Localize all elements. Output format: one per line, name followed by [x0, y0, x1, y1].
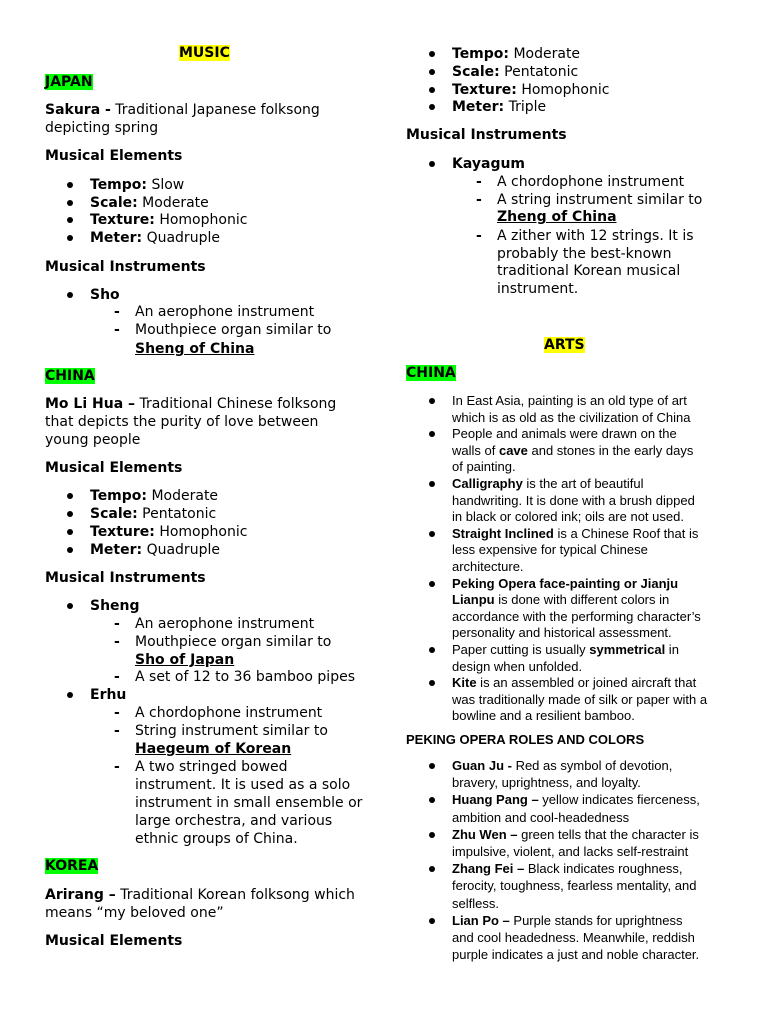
arts-item-text: was traditionally made of silk or paper with a — [452, 691, 708, 707]
arts-item-text: personality and historical assessment. — [452, 625, 672, 641]
opera-role-line — [452, 896, 499, 913]
bullet-icon — [429, 680, 435, 686]
bullet-icon — [429, 866, 435, 872]
china-elements-heading: Musical Elements — [45, 460, 183, 476]
bullet-icon — [67, 692, 73, 698]
dash-icon: - — [114, 723, 120, 739]
erhu-point-cont: ethnic groups of China. — [135, 831, 298, 847]
japan-element-texture: Texture: Homophonic — [90, 212, 248, 228]
opera-role-text: ferocity, toughness, fearless mentality, and — [452, 878, 697, 894]
arts-item-text: Paper cutting is usually — [452, 642, 590, 657]
china-instruments-heading: Musical Instruments — [45, 570, 206, 586]
instrument-erhu: Erhu — [90, 687, 127, 703]
bullet-icon — [429, 481, 435, 487]
arts-item-text: in black or colored ink; oils are not used. — [452, 509, 684, 525]
bullet-icon — [429, 87, 435, 93]
erhu-point-cont: instrument in small ensemble or — [135, 795, 363, 811]
china-element-texture: Texture: Homophonic — [90, 524, 248, 540]
opera-role-line — [452, 930, 695, 947]
bullet-icon — [429, 581, 435, 587]
arts-item-text: symmetrical — [589, 642, 666, 657]
kayagum-point: A chordophone instrument — [497, 174, 685, 190]
dash-icon: - — [476, 174, 482, 190]
kayagum-point: A zither with 12 strings. It is — [497, 228, 694, 244]
japan-element-scale: Scale: Moderate — [90, 195, 209, 211]
arts-item-line — [452, 609, 701, 626]
bullet-icon — [67, 547, 73, 553]
bullet-icon — [67, 217, 73, 223]
korea-heading: KOREA — [45, 858, 99, 874]
bullet-icon — [67, 182, 73, 188]
opera-role-line — [452, 947, 699, 964]
bullet-icon — [67, 529, 73, 535]
kayagum-point-cont: probably the best-known — [497, 246, 672, 262]
japan-element-meter: Meter: Quadruple — [90, 230, 220, 246]
sheng-point: An aerophone instrument — [135, 616, 315, 632]
bullet-icon — [67, 292, 73, 298]
arts-item-text: Kite — [452, 675, 477, 691]
bullet-icon — [67, 200, 73, 206]
opera-role-text: green tells that the character is — [517, 826, 699, 842]
sho-point: An aerophone instrument — [135, 304, 315, 320]
opera-role-text: and cool headedness. Meanwhile, reddish — [452, 930, 695, 945]
arts-china-heading: CHINA — [406, 365, 456, 381]
instrument-sho: Sho — [90, 287, 120, 303]
kayagum-similar-instrument: Zheng of China — [497, 209, 617, 225]
arts-item-line — [452, 576, 678, 593]
arts-item-text: is done with different colors in — [494, 592, 670, 608]
bullet-icon — [429, 797, 435, 803]
opera-role-text: Purple stands for uprightness — [509, 912, 683, 928]
dash-icon: - — [476, 192, 482, 208]
china-song-line-3: young people — [45, 432, 141, 448]
arts-item-line — [452, 443, 693, 460]
arts-item-text: less expensive for typical Chinese — [452, 542, 648, 558]
opera-role-text: Lian Po – — [452, 912, 510, 928]
arts-item-text: People and animals were drawn on the — [452, 426, 677, 442]
dash-icon: - — [114, 634, 120, 650]
dash-icon: - — [114, 705, 120, 721]
erhu-point: A two stringed bowed — [135, 759, 288, 775]
korea-instruments-heading: Musical Instruments — [406, 127, 567, 143]
sheng-point: A set of 12 to 36 bamboo pipes — [135, 669, 355, 685]
china-element-tempo: Tempo: Moderate — [90, 488, 219, 504]
arts-item-text: is a Chinese Roof that is — [553, 525, 699, 541]
arts-item-text: Peking Opera face-painting or Jianju — [452, 575, 679, 591]
arts-title: ARTS — [544, 337, 585, 353]
opera-role-text: purple indicates a just and noble character. — [452, 947, 700, 963]
korea-song-line-1: Arirang – Traditional Korean folksong which — [45, 887, 355, 903]
dash-icon: - — [114, 669, 120, 685]
opera-role-text: bravery, uprightness, and loyalty. — [452, 775, 641, 791]
opera-role-line — [452, 792, 700, 809]
arts-item-text: is an assembled or joined aircraft that — [476, 675, 697, 691]
arts-item-line — [452, 493, 695, 510]
sho-point: Mouthpiece organ similar to — [135, 322, 332, 338]
bullet-icon — [429, 832, 435, 838]
bullet-icon — [429, 531, 435, 537]
bullet-icon — [429, 763, 435, 769]
arts-item-text: walls of — [452, 442, 499, 458]
kayagum-point: A string instrument similar to — [497, 192, 703, 208]
arts-item-line — [452, 559, 524, 576]
arts-item-line — [452, 476, 643, 493]
japan-element-tempo: Tempo: Slow — [90, 177, 185, 193]
opera-role-text: Guan Ju - — [452, 758, 512, 773]
arts-item-line — [452, 625, 672, 642]
korea-element-scale: Scale: Pentatonic — [452, 64, 579, 80]
dash-icon: - — [114, 322, 120, 338]
opera-role-line — [452, 861, 683, 878]
bullet-icon — [429, 647, 435, 653]
opera-role-text: Black indicates roughness, — [524, 861, 683, 877]
arts-item-text: of painting. — [452, 459, 516, 475]
dash-icon: - — [476, 228, 482, 244]
dash-icon: - — [114, 304, 120, 320]
opera-role-line — [452, 878, 696, 895]
arts-item-text: handwriting. It is done with a brush dipped — [452, 492, 695, 508]
arts-item-text: Calligraphy — [452, 476, 523, 491]
instrument-kayagum: Kayagum — [452, 156, 526, 172]
bullet-icon — [67, 493, 73, 499]
instrument-sheng: Sheng — [90, 598, 140, 614]
bullet-icon — [429, 104, 435, 110]
arts-item-text: In East Asia, painting is an old type of art — [452, 393, 687, 408]
arts-item-line — [452, 708, 635, 725]
arts-item-line — [452, 509, 684, 526]
arts-item-line — [452, 659, 582, 676]
bullet-icon — [67, 235, 73, 241]
japan-instruments-heading: Musical Instruments — [45, 259, 206, 275]
kayagum-point-cont: instrument. — [497, 281, 579, 297]
opera-role-line — [452, 758, 672, 775]
china-element-meter: Meter: Quadruple — [90, 542, 220, 558]
korea-song-line-2: means “my beloved one” — [45, 905, 224, 921]
arts-item-text: Straight Inclined — [452, 525, 554, 541]
opera-role-line — [452, 827, 699, 844]
opera-role-text: ambition and cool-headedness — [452, 809, 630, 825]
bullet-icon — [429, 431, 435, 437]
japan-elements-heading: Musical Elements — [45, 148, 183, 164]
kayagum-point-cont: traditional Korean musical — [497, 263, 681, 279]
arts-item-line — [452, 642, 679, 659]
arts-item-text: which is as old as the civilization of China — [452, 409, 691, 425]
korea-element-meter: Meter: Triple — [452, 99, 547, 115]
japan-song-line-1: Sakura - Traditional Japanese folksong — [45, 102, 320, 118]
japan-song-line-2: depicting spring — [45, 120, 159, 136]
arts-item-line — [452, 542, 648, 559]
erhu-point-cont: large orchestra, and various — [135, 813, 333, 829]
arts-item-line — [452, 692, 707, 709]
bullet-icon — [429, 69, 435, 75]
bullet-icon — [429, 398, 435, 404]
arts-item-line — [452, 459, 516, 476]
arts-item-text: is the art of beautiful — [522, 476, 644, 491]
opera-role-text: selfless. — [452, 895, 499, 911]
arts-item-text: bowline and a resilient bamboo. — [452, 708, 635, 724]
music-title: MUSIC — [179, 45, 230, 61]
arts-item-text: Lianpu — [452, 592, 495, 608]
bullet-icon — [67, 511, 73, 517]
arts-item-line — [452, 526, 698, 543]
china-song-line-1: Mo Li Hua – Traditional Chinese folksong — [45, 396, 337, 412]
arts-item-line — [452, 410, 690, 427]
arts-item-text: accordance with the performing character’s — [452, 608, 701, 624]
korea-element-tempo: Tempo: Moderate — [452, 46, 581, 62]
opera-role-line — [452, 913, 683, 930]
bullet-icon — [67, 603, 73, 609]
opera-role-text: Huang Pang – — [452, 792, 539, 808]
dash-icon: - — [114, 759, 120, 775]
sheng-point: Mouthpiece organ similar to — [135, 634, 332, 650]
arts-item-text: architecture. — [452, 559, 524, 574]
opera-heading: PEKING OPERA ROLES AND COLORS — [406, 732, 645, 747]
opera-role-text: yellow indicates fierceness, — [538, 792, 700, 808]
erhu-point: String instrument similar to — [135, 723, 328, 739]
arts-item-line — [452, 675, 696, 692]
china-heading: CHINA — [45, 368, 95, 384]
korea-element-texture: Texture: Homophonic — [452, 82, 610, 98]
arts-item-text: in — [665, 642, 679, 657]
erhu-point-cont: instrument. It is used as a solo — [135, 777, 351, 793]
arts-item-text: cave — [498, 442, 528, 458]
sheng-similar-instrument: Sho of Japan — [135, 652, 235, 668]
bullet-icon — [429, 161, 435, 167]
japan-heading: JAPAN — [45, 74, 93, 90]
opera-role-text: Red as symbol of devotion, — [511, 758, 673, 773]
opera-role-line — [452, 810, 629, 827]
arts-item-text: design when unfolded. — [452, 658, 583, 674]
erhu-similar-instrument: Haegeum of Korean — [135, 741, 292, 757]
china-element-scale: Scale: Pentatonic — [90, 506, 217, 522]
opera-role-line — [452, 844, 688, 861]
china-song-line-2: that depicts the purity of love between — [45, 414, 319, 430]
korea-elements-heading: Musical Elements — [45, 933, 183, 949]
arts-item-text: and stones in the early days — [527, 442, 694, 458]
arts-item-line — [452, 426, 677, 443]
dash-icon: - — [114, 616, 120, 632]
sho-similar-instrument: Sheng of China — [135, 341, 255, 357]
arts-item-line — [452, 393, 687, 410]
bullet-icon — [429, 918, 435, 924]
arts-item-line — [452, 592, 669, 609]
bullet-icon — [429, 51, 435, 57]
opera-role-text: impulsive, violent, and lacks self-restraint — [452, 844, 689, 859]
opera-role-text: Zhu Wen – — [452, 826, 518, 842]
erhu-point: A chordophone instrument — [135, 705, 323, 721]
opera-role-line — [452, 775, 641, 792]
opera-role-text: Zhang Fei – — [452, 861, 525, 877]
